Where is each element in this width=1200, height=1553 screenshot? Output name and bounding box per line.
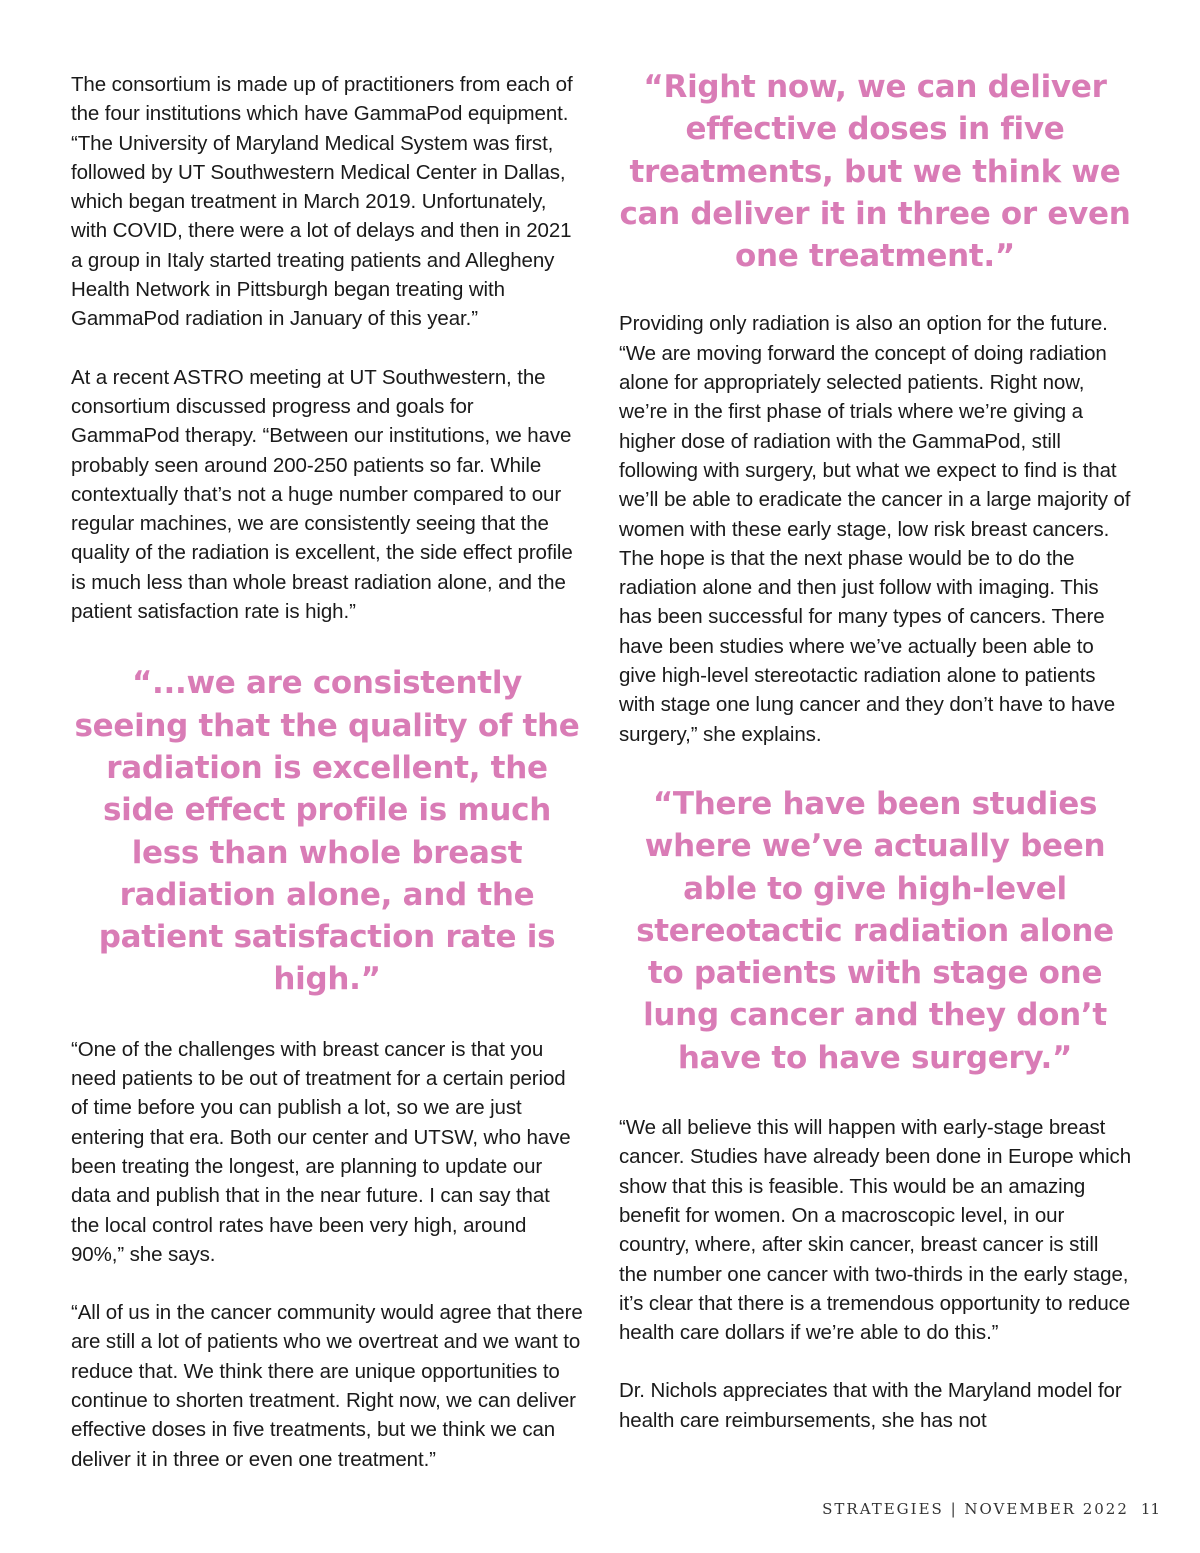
pull-quote-quality: “...we are consistently seeing that the quality of the radiation is excellent, the side effect profile is much less than whole breast radiation alone, and the patient satisfaction rate is high.” [74, 665, 580, 998]
page-number: 11 [1140, 1500, 1160, 1518]
footer-publication: STRATEGIES | NOVEMBER 2022 [822, 1500, 1129, 1518]
body-paragraph-challenges: “One of the challenges with breast cancer is that you need patients to be out of treatment for a certain period of time before you can publish a lot, so we are just entering that era. Both our center and UTSW, who have been treating the longest, are planning to update our data and publish that in the near future. I can say that the local control rates have been very high, around 90%,” she says. [71, 1037, 571, 1266]
body-paragraph-astro-meeting: At a recent ASTRO meeting at UT Southwestern, the consortium discussed progress and goals for GammaPod therapy. “Between our institutions, we have probably seen around 200-250 patients so far. While contextually that’s not a huge number compared to our regular machines, we are consistently seeing that the quality of the radiation is excellent, the side effect profile is much less than whole breast radiation alone, and the patient satisfaction rate is high.” [71, 365, 573, 624]
pull-quote-studies: “There have been studies where we’ve actually been able to give high-level stereotactic radiation alone to patients with stage one lung cancer and they don’t have to have surgery.” [636, 785, 1114, 1076]
body-paragraph-overtreat: “All of us in the cancer community would agree that there are still a lot of patients who we overtreat and we want to reduce that. We think there are unique opportunities to continue to shorten treatment. Right now, we can deliver effective doses in five treatments, but we think we can deliver it in three or even one treatment.” [71, 1301, 583, 1471]
body-paragraph-consortium: The consortium is made up of practitioners from each of the four institutions which have GammaPod equipment. “The University of Maryland Medical System was first, followed by UT Southwestern Medical Center in Dallas, which began treatment in March 2019. Unfortunately, with COVID, there were a lot of delays and then in 2021 a group in Italy started treating patients and Allegheny Health Network in Pittsburgh began treating with GammaPod radiation in January of this year.” [71, 73, 573, 331]
left-column [71, 70, 583, 1474]
pull-quote-treatments: “Right now, we can deliver effective doses in five treatments, but we think we can deliver it in three or even one treatment.” [619, 69, 1131, 275]
body-paragraph-radiation-alone: Providing only radiation is also an option for the future. “We are moving forward the concept of doing radiation alone for appropriately selected patients. Right now, we’re in the first phase of trials where we’re giving a higher dose of radiation with the GammaPod, still following with surgery, but what we expect to find is that we’ll be able to eradicate the cancer in a large majority of women with these early stage, low risk breast cancers. The hope is that the next phase would be to do the radiation alone and then just follow with imaging. This has been successful for many types of cancers. There have been studies where we’ve actually been able to give high-level stereotactic radiation alone to patients with stage one lung cancer and they don’t have to have surgery,” she explains. [619, 312, 1131, 746]
body-paragraph-maryland-model: Dr. Nichols appreciates that with the Maryland model for health care reimbursements, she has not [619, 1379, 1122, 1432]
page-footer [822, 1500, 1160, 1518]
body-paragraph-early-stage: “We all believe this will happen with early-stage breast cancer. Studies have already been done in Europe which show that this is feasible. This would be an amazing benefit for women. On a macroscopic level, in our country, where, after skin cancer, breast cancer is still the number one cancer with two-thirds in the early stage, it’s clear that there is a tremendous opportunity to reduce health care dollars if we’re able to do this.” [619, 1116, 1132, 1345]
right-column [619, 66, 1131, 1435]
